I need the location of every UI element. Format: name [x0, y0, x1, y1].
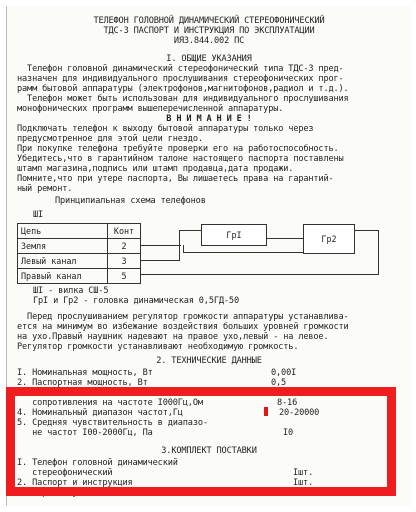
circuit-name: Земля: [18, 239, 108, 254]
wire-right-vertical: [378, 230, 379, 275]
note-line: При покупке телефона требуйте проверки его на работоспособность.: [17, 144, 339, 154]
section1-line: назначен для индивидуального прослушивания стереофонических прог-: [17, 74, 344, 84]
section1-heading: I. ОБЩИЕ УКАЗАНИЯ: [166, 54, 252, 64]
kit-item-label: стереофонический: [17, 468, 113, 478]
table-row: [18, 239, 141, 254]
contact-number: 2: [108, 239, 141, 254]
circuit-name: Правый канал: [18, 269, 108, 284]
red-marker: [264, 407, 268, 416]
plug-contact-table: [17, 223, 141, 284]
table-row: [18, 269, 141, 284]
kit-item-value: Iшт.: [293, 488, 314, 498]
plug-label: ШI: [33, 210, 44, 220]
section2-heading: 2. ТЕХНИЧЕСКИЕ ДАННЫЕ: [156, 356, 262, 366]
note-line: Подключать телефон к выходу бытовой аппаратуры только через: [17, 124, 314, 134]
section3-heading: 3.КОМПЛЕКТ ПОСТАВКИ: [161, 446, 257, 456]
tech-item-value: 0,00I: [271, 368, 297, 378]
wire-ground-vertical: [183, 245, 184, 253]
warning-line: Регулятор громкости устанавливают необходимую громкость.: [17, 342, 299, 352]
note-line: ный ремонт.: [17, 184, 73, 194]
warning-line: Перед прослушиванием регулятор громкости аппаратуры устанавлива-: [17, 312, 349, 322]
tech-item-label: не частот I00-2000Гц, Па: [17, 428, 153, 438]
legend-plug: ШI - вилка СШ-5: [33, 286, 109, 296]
tech-item-label: I. Номинальная мощность, Вт: [17, 368, 153, 378]
section1-line: Телефон головной динамический стереофонический типа ТДС-3 пред-: [17, 64, 344, 74]
kit-item-label: I. Телефон головной динамический: [17, 458, 178, 468]
section1-line: Телефон может быть использован для индивидуального прослушивания: [17, 94, 349, 104]
note-line: штамп магазина,подпись или штамп продавца,дата продажи.: [17, 164, 294, 174]
phone2-box: Гр2: [303, 224, 355, 254]
tech-item-label: сопротивления на частоте I000Гц,Ом: [17, 398, 203, 408]
table-header-row: [18, 224, 141, 239]
tech-item-value: 0,5: [271, 378, 287, 388]
warning-line: на ухо.Правый наушник надевают на правое ухо,левый - на левое.: [17, 332, 329, 342]
section1-line: монофонических программ вышеперечисленной аппаратуры.: [17, 104, 284, 114]
note-line: Помните,что при утере паспорта, Вы лишаетесь права на гарантий-: [17, 174, 334, 184]
doc-code: ИЯ3.844.002 ПС: [173, 36, 245, 46]
kit-item-label: 2. Паспорт и инструкция: [17, 478, 133, 488]
wire-right-top: [353, 230, 379, 231]
circuit-name: Левый канал: [18, 254, 108, 269]
wire-left-vertical: [179, 230, 180, 261]
title-line-1: ТЕЛЕФОН ГОЛОВНОЙ ДИНАМИЧЕСКИЙ СТЕРЕОФОНИЧЕСКИЙ: [93, 16, 325, 26]
tech-item-value: 8-16: [277, 398, 298, 408]
note-line: Убедитесь,что в гарантийном талоне настоящего паспорта поставлены: [17, 154, 344, 164]
legend-heads: ГрI и Гр2 - головка динамическая 0,5ГД-50: [33, 296, 239, 306]
kit-item-value: Iшт.: [293, 468, 314, 478]
schema-title: Принципиальная схема телефонов: [55, 196, 206, 206]
tech-item-label: 5. Средняя чувствительность в диапазо-: [17, 418, 208, 428]
contact-number: 5: [108, 269, 141, 284]
note-line: предусмотренное для этой цели гнездо.: [17, 134, 203, 144]
red-highlight-box: [6, 387, 396, 496]
table-header-cell: Цепь: [18, 224, 108, 239]
kit-item-value: Iшт.: [293, 478, 314, 488]
table-row: [18, 254, 141, 269]
wire-bottom: [183, 252, 303, 253]
tech-item-value: I0: [283, 428, 294, 438]
kit-item-label: 3. Коробка упаковочная: [17, 488, 128, 498]
tech-item-label: 2. Паспортная мощность, Вт: [17, 378, 148, 388]
title-line-2: ТДС-3 ПАСПОРТ И ИНСТРУКЦИЯ ПО ЭКСПЛУАТАЦИИ: [103, 26, 315, 36]
attention-heading: В Н И М А Н И Е !: [166, 114, 252, 124]
section1-line: рамм бытовой аппаратуры (электрофонов,магнитофонов,радиол и т.д.).: [17, 84, 349, 94]
contact-number: 3: [108, 254, 141, 269]
warning-line: ется на минимум во избежание воздействия больших уровней громкости: [17, 322, 349, 332]
tech-item-value: 20-20000: [279, 408, 320, 418]
wire-right: [141, 274, 379, 275]
wire-left: [141, 260, 179, 261]
table-header-cell: Конт: [108, 224, 141, 239]
wire-left-top: [179, 230, 201, 231]
wire-ground: [141, 245, 181, 246]
wire-bridge: [267, 238, 303, 239]
phone1-box: ГрI: [201, 224, 267, 246]
tech-item-label: 4. Номинальный диапазон частот,Гц: [17, 408, 183, 418]
